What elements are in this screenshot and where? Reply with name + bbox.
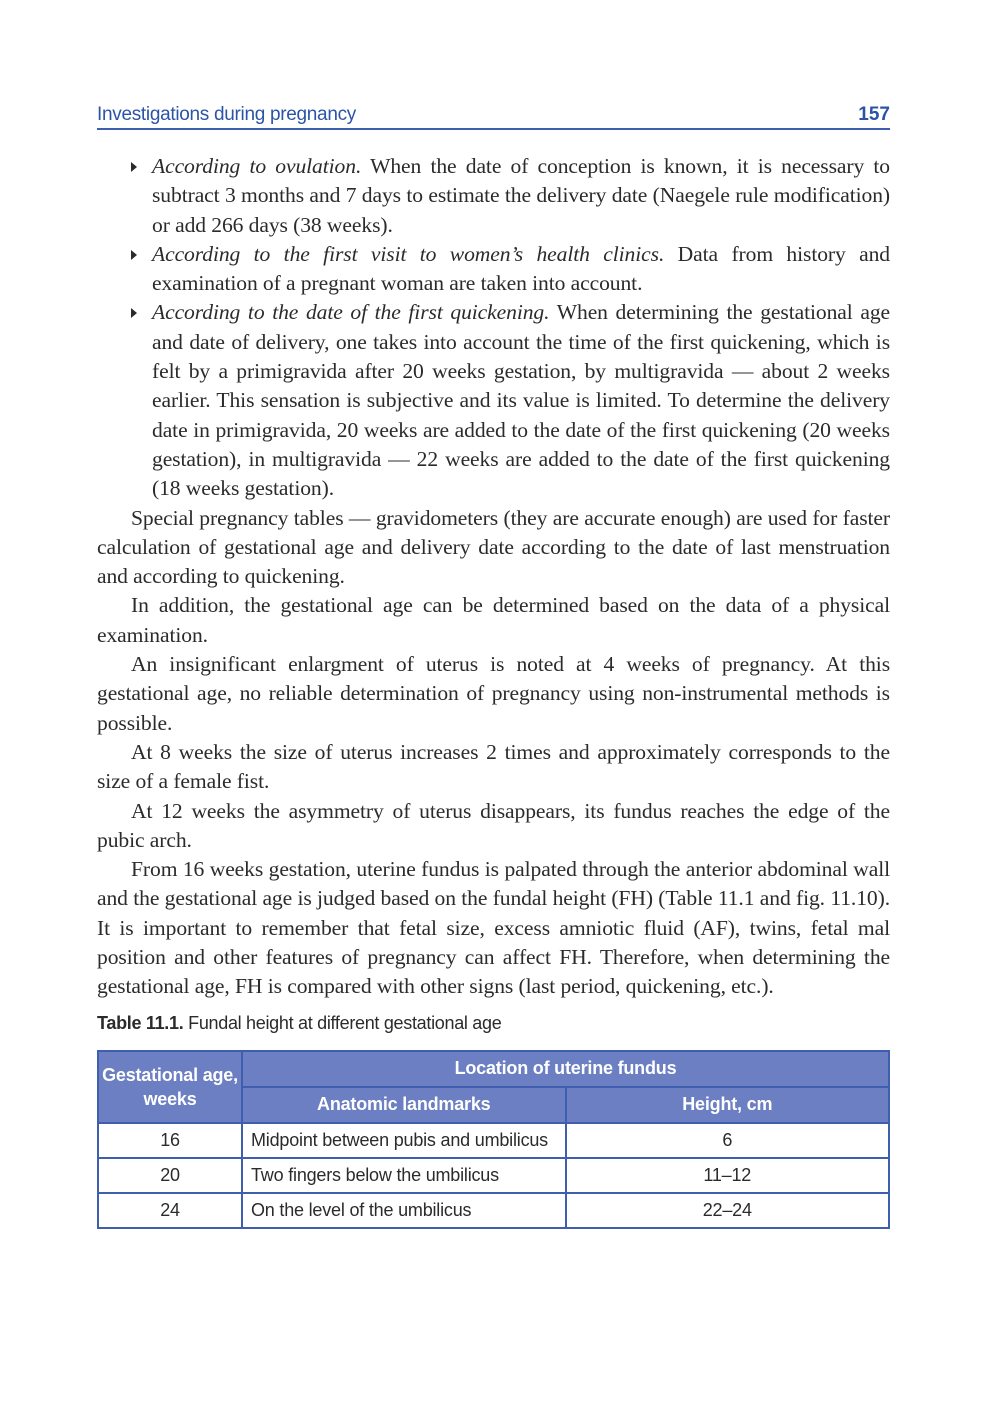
running-header <box>97 100 890 130</box>
cell-height: 11–12 <box>566 1158 890 1193</box>
header-height: Height, cm <box>566 1087 890 1123</box>
list-item <box>97 240 890 299</box>
header-gestational-age: Gestational age, weeks <box>98 1051 242 1123</box>
table-row <box>98 1158 889 1193</box>
page <box>97 100 890 1229</box>
triangle-bullet-icon <box>131 162 137 172</box>
body-text <box>97 152 890 1002</box>
list-item <box>97 298 890 503</box>
table-row <box>98 1123 889 1158</box>
chapter-title: Investigations during pregnancy <box>97 104 356 125</box>
paragraph: At 12 weeks the asymmetry of uterus disappears, its fundus reaches the edge of the pubic arch. <box>97 798 890 852</box>
paragraph: Special pregnancy tables — gravidometers (they are accurate enough) are used for faster calculation of gestational age and delivery date according to the date of last menstruation and according to quickening. <box>97 505 890 589</box>
header-location: Location of uterine fundus <box>242 1051 889 1087</box>
table-row <box>98 1193 889 1228</box>
table-header-row <box>98 1051 889 1087</box>
paragraph: An insignificant enlargment of uterus is noted at 4 weeks of pregnancy. At this gestational age, no reliable determination of pregnancy using non-instrumental methods is possible. <box>97 652 890 735</box>
table-caption <box>97 1013 890 1034</box>
triangle-bullet-icon <box>131 250 137 260</box>
bullet-text: When the date of conception is known, it is necessary to subtract 3 months and 7 days to estimate the delivery date (Naegele rule modification) or add 266 days (38 weeks). <box>152 154 890 237</box>
cell-age: 24 <box>98 1193 242 1228</box>
cell-age: 20 <box>98 1158 242 1193</box>
cell-age: 16 <box>98 1123 242 1158</box>
cell-landmark: On the level of the umbilicus <box>242 1193 566 1228</box>
cell-landmark: Two fingers below the umbilicus <box>242 1158 566 1193</box>
bullet-text: When determining the gestational age and date of delivery, one takes into account the time of the first quickening, which is felt by a primigravida after 20 weeks gestation, by multigravida — about 2 weeks earlier. This sensation is subjective and its value is limited. To determine the delivery date in primigravida, 20 weeks are added to the date of the first quickening (20 weeks gestation), in multigravida — 22 weeks are added to the date of the first quickening (18 weeks gestation). <box>152 300 891 501</box>
paragraph: At 8 weeks the size of uterus increases 2 times and approximately corresponds to the size of a female fist. <box>97 739 890 794</box>
table-caption-text: Fundal height at different gestational age <box>183 1012 502 1033</box>
cell-height: 6 <box>566 1123 890 1158</box>
bullet-list <box>97 152 890 504</box>
page-number: 157 <box>858 104 890 125</box>
cell-height: 22–24 <box>566 1193 890 1228</box>
bullet-lead: According to ovulation. <box>152 154 362 178</box>
paragraph: From 16 weeks gestation, uterine fundus is palpated through the anterior abdominal wall and the gestational age is judged based on the fundal height (FH) (Table 11.1 and fig. 11.10). It is important to remember that fetal size, excess amniotic fluid (AF), twins, fetal mal position and other features of pregnancy can affect FH. Therefore, when determining the gestational age, FH is compared with other signs (last period, quickening, etc.). <box>97 857 890 999</box>
bullet-text: Data from history and examination of a pregnant woman are taken into account. <box>152 241 891 296</box>
list-item <box>97 152 890 240</box>
paragraph: In addition, the gestational age can be determined based on the data of a physical examination. <box>97 593 890 647</box>
table-caption-label: Table 11.1. <box>97 1012 184 1033</box>
header-anatomic-landmarks: Anatomic landmarks <box>242 1087 566 1123</box>
cell-landmark: Midpoint between pubis and umbilicus <box>242 1123 566 1158</box>
triangle-bullet-icon <box>131 308 137 318</box>
bullet-lead: According to the date of the first quickening. <box>152 300 550 325</box>
bullet-lead: According to the first visit to women’s health clinics. <box>152 241 665 266</box>
fundal-height-table <box>97 1050 890 1229</box>
